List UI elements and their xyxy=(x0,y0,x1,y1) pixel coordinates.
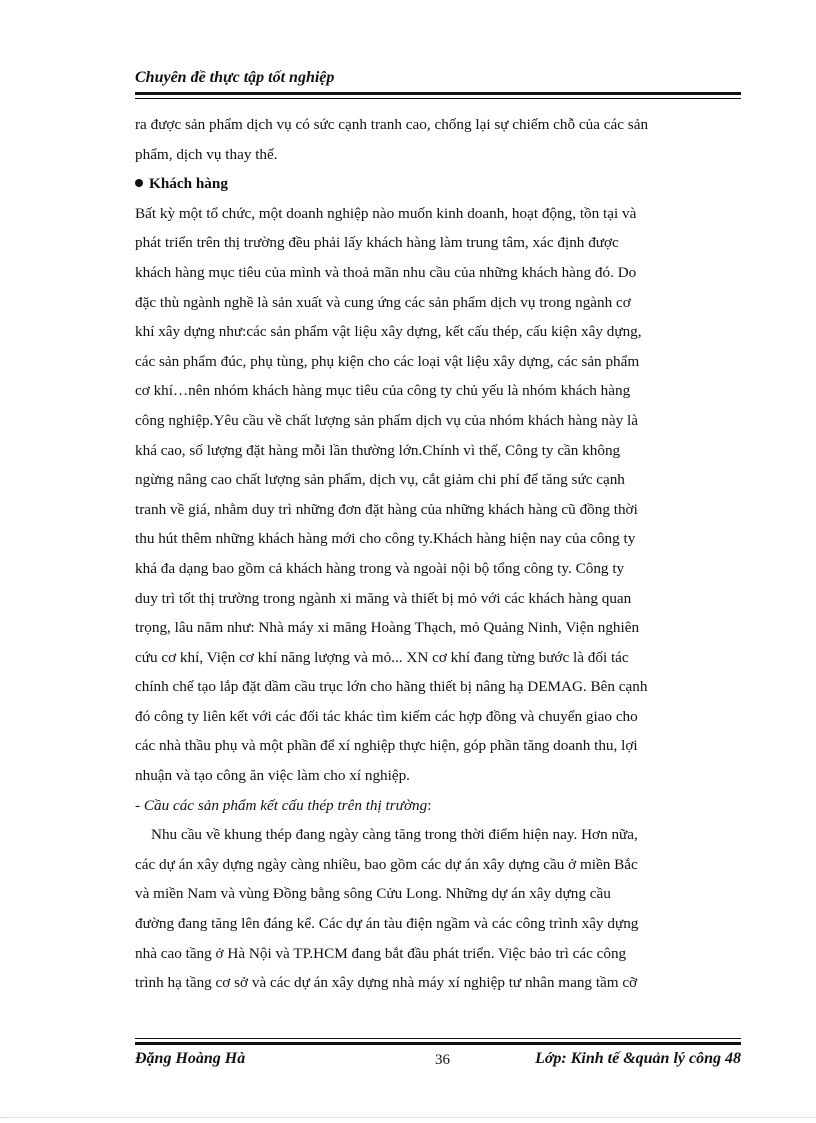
section-heading-text: Khách hàng xyxy=(149,175,228,193)
text-line: khí xây dựng như:các sản phẩm vật liệu xây dựng, kết cấu thép, cấu kiện xây dựng, xyxy=(135,323,642,341)
text-line: trọng, lâu năm như: Nhà máy xi măng Hoàng Thạch, mỏ Quảng Ninh, Viện nghiên xyxy=(135,619,640,637)
text-line: và miền Nam và vùng Đồng bằng sông Cửu Long. Những dự án xây dựng cầu xyxy=(135,885,611,903)
text-line: phẩm, dịch vụ thay thế. xyxy=(135,145,278,163)
page-header xyxy=(135,66,741,95)
text-line: các nhà thầu phụ và một phần để xí nghiệp thực hiện, góp phần tăng doanh thu, lợi xyxy=(135,737,638,755)
text-line: tranh về giá, nhằm duy trì những đơn đặt hàng của những khách hàng cũ đồng thời xyxy=(135,500,638,518)
text-line: phát triển trên thị trường đều phải lấy khách hàng làm trung tâm, xác định được xyxy=(135,234,619,252)
page-number: 36 xyxy=(435,1052,450,1068)
text-line: ngừng nâng cao chất lượng sản phẩm, dịch vụ, cắt giảm chi phí để tăng sức cạnh xyxy=(135,471,625,489)
text-line: công nghiệp.Yêu cầu về chất lượng sản phẩm dịch vụ của nhóm khách hàng này là xyxy=(135,411,638,429)
text-line: các sản phẩm đúc, phụ tùng, phụ kiện cho các loại vật liệu xây dựng, các sản phẩm xyxy=(135,352,640,370)
text-line: khá đa dạng bao gồm cả khách hàng trong và ngoài nội bộ tổng công ty. Công ty xyxy=(135,559,625,577)
text-line: các dự án xây dựng ngày càng nhiều, bao gồm các dự án xây dựng cầu ở miền Bắc xyxy=(135,855,638,873)
text-line: cứu cơ khí, Viện cơ khí năng lượng và mỏ... XN cơ khí đang từng bước là đối tác xyxy=(135,648,629,666)
footer-rule-thick xyxy=(135,1042,741,1045)
text-line: khách hàng mục tiêu của mình và thoả mãn nhu cầu của những khách hàng đó. Do xyxy=(135,263,637,281)
header-title: Chuyên đề thực tập tốt nghiệp xyxy=(135,69,335,86)
text-line: nhuận và tạo công ăn việc làm cho xí nghiệp. xyxy=(135,767,410,785)
text-line: ra được sản phẩm dịch vụ có sức cạnh tranh cao, chống lại sự chiếm chỗ của các sản xyxy=(135,116,649,133)
text-line: đường đang tăng lên đáng kể. Các dự án tàu điện ngầm và các công trình xây dựng xyxy=(135,915,639,933)
text-line: cơ khí…nên nhóm khách hàng mục tiêu của công ty chủ yếu là nhóm khách hàng xyxy=(135,382,631,400)
footer-class-label: Lớp: Kinh tế &quản lý công 48 xyxy=(535,1050,741,1067)
footer-rule-thin xyxy=(135,1038,741,1039)
text-line: đặc thù ngành nghề là sản xuất và cung ứng các sản phẩm dịch vụ trong ngành cơ xyxy=(135,293,631,311)
text-line: chính chế tạo lắp đặt dầm cầu trục lớn cho hãng thiết bị nâng hạ DEMAG. Bên cạnh xyxy=(135,678,648,696)
text-line: nhà cao tầng ở Hà Nội và TP.HCM đang bắt đầu phát triển. Việc bảo trì các công xyxy=(135,944,627,962)
text-line: đó công ty liên kết với các đối tác khác tìm kiếm các hợp đồng và chuyển giao cho xyxy=(135,707,638,725)
text-line: trình hạ tầng cơ sở và các dự án xây dựng nhà máy xí nghiệp tư nhân mang tầm cỡ xyxy=(135,974,638,992)
text-line: thu hút thêm những khách hàng mới cho công ty.Khách hàng hiện nay của công ty xyxy=(135,530,636,548)
text-line: duy trì tốt thị trường trong ngành xi măng và thiết bị mỏ với các khách hàng quan xyxy=(135,589,632,607)
text-line: khá cao, số lượng đặt hàng mỗi lần thường lớn.Chính vì thế, Công ty cần không xyxy=(135,441,621,459)
header-rule xyxy=(135,98,741,99)
section-heading-customers xyxy=(135,169,745,199)
text-line: Bất kỳ một tổ chức, một doanh nghiệp nào muốn kinh doanh, hoạt động, tồn tại và xyxy=(135,204,637,222)
footer-author: Đặng Hoàng Hà xyxy=(135,1050,246,1067)
page-footer xyxy=(135,1038,741,1074)
subheading-steel-demand xyxy=(135,791,745,821)
text-line: Nhu cầu về khung thép đang ngày càng tăng trong thời điểm hiện nay. Hơn nữa, xyxy=(151,826,638,844)
subheading-text: - Cầu các sản phẩm kết cấu thép trên thị trường xyxy=(135,796,428,814)
page-body xyxy=(135,110,745,998)
page-edge-divider xyxy=(0,1117,816,1118)
bullet-icon xyxy=(135,179,143,187)
subheading-colon: : xyxy=(427,796,432,814)
